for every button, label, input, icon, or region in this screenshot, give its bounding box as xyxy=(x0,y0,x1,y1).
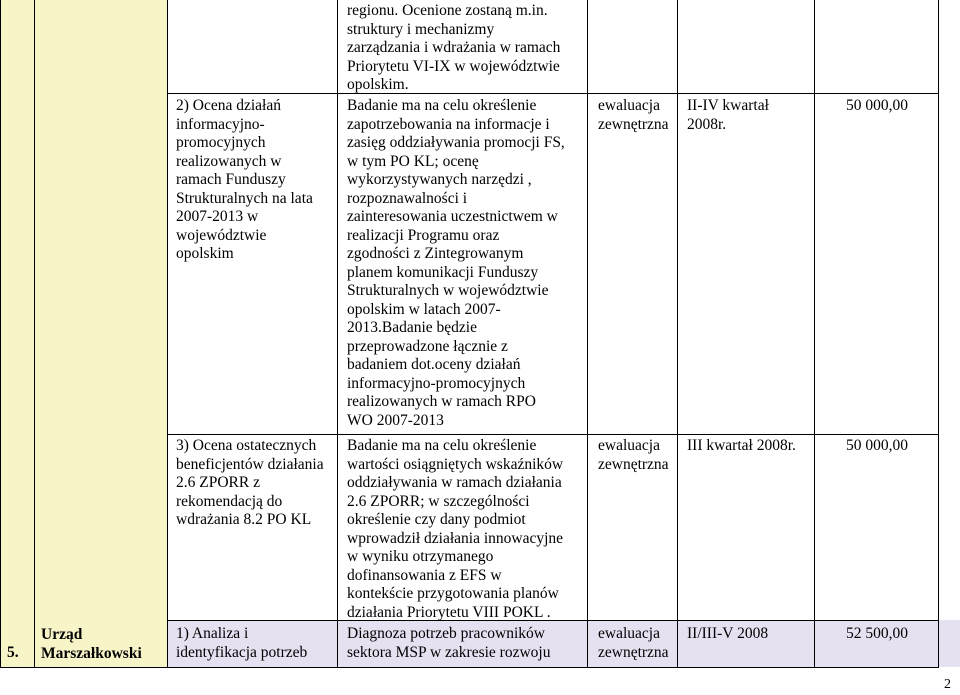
number-column-fill xyxy=(1,0,34,667)
activity-2-method: ewaluacja zewnętrzna xyxy=(598,97,669,133)
grid-line xyxy=(167,434,939,435)
activity-3-amount: 50 000,00 xyxy=(846,437,908,454)
continuation-description: regionu. Ocenione zostaną m.in. struktury i mechanizmy zarządzania i wdrażania w ramach Priorytetu VI-IX w województwie opolskim. xyxy=(347,2,561,93)
page-number: 2 xyxy=(944,677,951,692)
activity-2-name: 2) Ocena działań informacyjno- promocyjnych realizowanych w ramach Funduszy Strukturalnych na lata 2007-2013 w województwie opolskim xyxy=(176,97,313,262)
activity-1-method: ewaluacja zewnętrzna xyxy=(598,625,669,661)
activity-1-name: 1) Analiza i identyfikacja potrzeb xyxy=(176,625,308,661)
activity-2-timing: II-IV kwartał 2008r. xyxy=(687,97,769,133)
grid-line xyxy=(0,667,939,668)
activity-3-timing: III kwartał 2008r. xyxy=(687,437,796,454)
institution-column-fill xyxy=(35,0,167,667)
grid-line xyxy=(167,0,168,668)
activity-3-method: ewaluacja zewnętrzna xyxy=(598,437,669,473)
activity-3-name: 3) Ocena ostatecznych beneficjentów działania 2.6 ZPORR z rekomendacją do wdrażania 8.2 PO KL xyxy=(176,437,324,528)
activity-1-timing: II/III-V 2008 xyxy=(687,625,769,642)
grid-line xyxy=(587,0,588,668)
activity-1-description: Diagnoza potrzeb pracowników sektora MSP w zakresie rozwoju xyxy=(347,625,551,661)
grid-line xyxy=(938,0,939,668)
grid-line xyxy=(814,0,815,668)
activity-1-amount: 52 500,00 xyxy=(846,625,908,642)
institution-name: Urząd Marszałkowski xyxy=(41,626,142,662)
grid-line xyxy=(677,0,678,668)
grid-line xyxy=(337,0,338,668)
grid-line xyxy=(0,0,1,668)
activity-2-amount: 50 000,00 xyxy=(846,97,908,114)
row-number: 5. xyxy=(7,644,19,661)
activity-2-description: Badanie ma na celu określenie zapotrzebowania na informacje i zasięg oddziaływania promocji FS, w tym PO KL; ocenę wykorzystywanych narzędzi , rozpoznawalności i zainteresowania uczestnictwem w realizacji Programu oraz zgodności z Zintegrowanym planem komunikacji Funduszy Strukturalnych w województwie opolskim w latach 2007- 2013.Badanie będzie przeprowadzone łącznie z badaniem dot.oceny działań informacyjno-promocyjnych realizowanych w ramach RPO WO 2007-2013 xyxy=(347,97,565,429)
activity-3-description: Badanie ma na celu określenie wartości osiągniętych wskaźników oddziaływania w ramach działania 2.6 ZPORR; w szczególności określenie czy dany podmiot wprowadził działania innowacyjne w wyniku otrzymanego dofinansowania z EFS w kontekście przygotowania planów działania Priorytetu VIII POKL . xyxy=(347,437,564,621)
grid-line xyxy=(34,0,35,668)
